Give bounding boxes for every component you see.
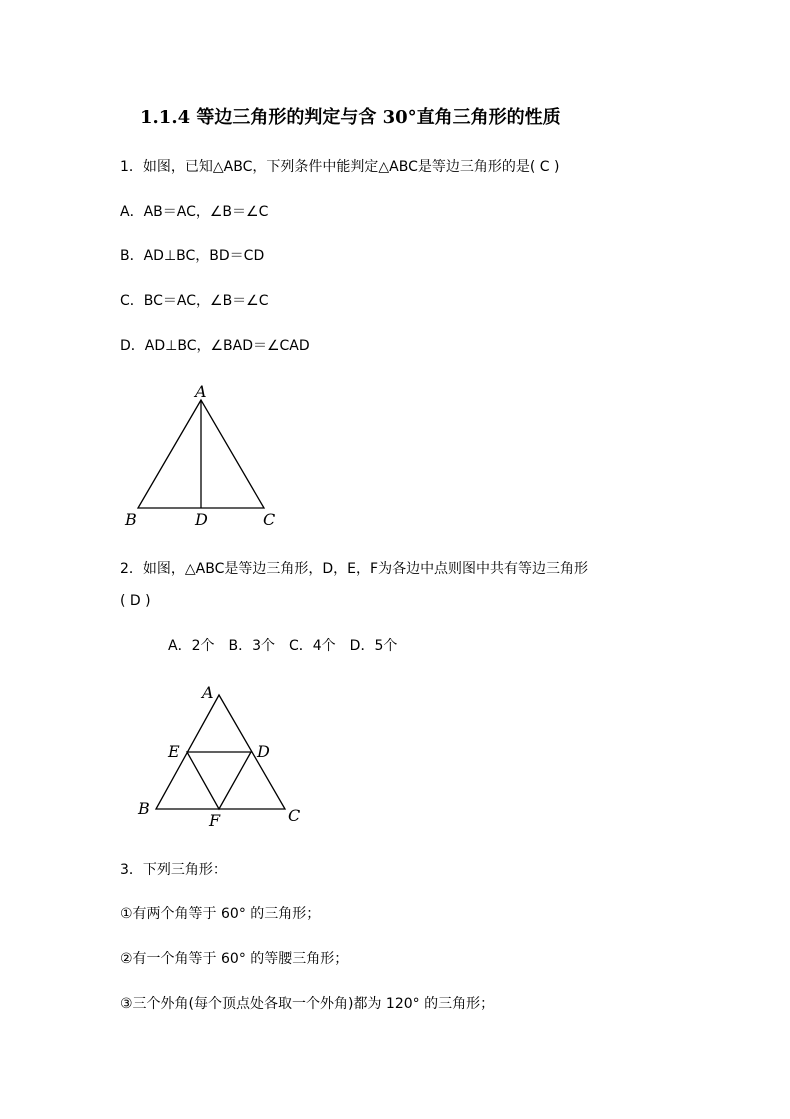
question-1-option-b: B．AD⊥BC，BD＝CD [120,248,265,264]
question-2-stem-line-1: 2．如图，△ABC是等边三角形，D，E，F为各边中点则图中共有等边三角形 [120,561,589,577]
label-f: F [209,811,221,830]
question-3-stem: 3．下列三角形： [120,862,227,878]
question-3-item-2: ②有一个角等于 60° 的等腰三角形； [120,951,349,967]
label-c: C [288,806,301,825]
question-2-figure [130,678,320,833]
question-1-figure [110,375,310,535]
question-3-item-3: ③三个外角(每个顶点处各取一个外角)都为 120° 的三角形； [120,996,495,1012]
label-e: E [168,742,180,761]
label-d: D [257,742,270,761]
question-2-options: A．2个 B．3个 C．4个 D．5个 [168,638,398,654]
question-2-answer: ( D ) [120,593,151,609]
label-b: B [138,799,150,818]
question-1-stem: 1．如图，已知△ABC，下列条件中能判定△ABC是等边三角形的是( C ) [120,159,560,175]
page-title: 1.1.4 等边三角形的判定与含 30°直角三角形的性质 [140,107,561,128]
question-3-item-1: ①有两个角等于 60° 的三角形； [120,906,321,922]
label-a: A [195,382,207,401]
label-c: C [263,510,276,529]
triangle-def [187,752,251,809]
question-1-option-d: D．AD⊥BC，∠BAD＝∠CAD [120,338,310,354]
label-d: D [195,510,208,529]
question-1-option-c: C．BC＝AC，∠B＝∠C [120,293,269,309]
label-a: A [202,683,214,702]
label-b: B [125,510,137,529]
question-1-option-a: A．AB＝AC，∠B＝∠C [120,204,269,220]
